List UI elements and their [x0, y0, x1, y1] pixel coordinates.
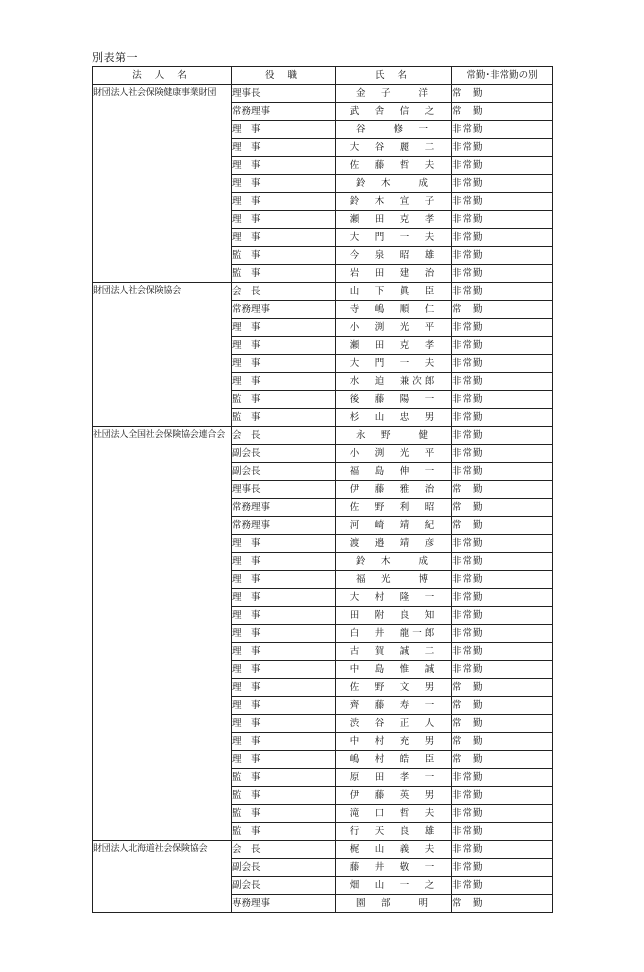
officer-role: 理 事	[232, 157, 336, 175]
employment-type: 非常勤	[452, 643, 553, 661]
officer-role: 理 事	[232, 229, 336, 247]
employment-type: 非常勤	[452, 283, 553, 301]
employment-type: 常 勤	[452, 517, 553, 535]
officer-role: 理事長	[232, 85, 336, 103]
officer-name: 原 田 孝 一	[336, 769, 452, 787]
officer-name: 齊 藤 寿 一	[336, 697, 452, 715]
officer-role: 理 事	[232, 643, 336, 661]
table-row	[93, 427, 553, 445]
employment-type: 常 勤	[452, 301, 553, 319]
header-employment-type: 常勤･非常勤の別	[452, 67, 553, 85]
officer-name: 伊 藤 英 男	[336, 787, 452, 805]
officer-name: 渋 谷 正 人	[336, 715, 452, 733]
officer-name: 伊 藤 雅 治	[336, 481, 452, 499]
employment-type: 非常勤	[452, 787, 553, 805]
officer-name: 中 島 惟 誠	[336, 661, 452, 679]
employment-type: 非常勤	[452, 211, 553, 229]
officer-roster-table	[92, 66, 553, 913]
employment-type: 非常勤	[452, 589, 553, 607]
officer-name: 古 賀 誠 二	[336, 643, 452, 661]
employment-type: 非常勤	[452, 139, 553, 157]
officer-name: 渡 邉 靖 彦	[336, 535, 452, 553]
table-row	[93, 283, 553, 301]
officer-role: 監 事	[232, 805, 336, 823]
employment-type: 常 勤	[452, 481, 553, 499]
officer-name: 金 子 洋	[336, 85, 452, 103]
officer-role: 専務理事	[232, 895, 336, 913]
officer-role: 理 事	[232, 589, 336, 607]
officer-role: 常務理事	[232, 499, 336, 517]
employment-type: 非常勤	[452, 193, 553, 211]
officer-name: 今 泉 昭 雄	[336, 247, 452, 265]
officer-name: 行 天 良 雄	[336, 823, 452, 841]
officer-name: 鈴 木 宣 子	[336, 193, 452, 211]
officer-name: 岩 田 建 治	[336, 265, 452, 283]
roster-body	[93, 85, 553, 913]
employment-type: 非常勤	[452, 859, 553, 877]
employment-type: 非常勤	[452, 409, 553, 427]
table-caption: 別表第一	[92, 51, 138, 64]
officer-role: 常務理事	[232, 301, 336, 319]
officer-name: 寺 嶋 順 仁	[336, 301, 452, 319]
employment-type: 非常勤	[452, 823, 553, 841]
employment-type: 非常勤	[452, 121, 553, 139]
officer-name: 水 迫 兼次郎	[336, 373, 452, 391]
employment-type: 非常勤	[452, 535, 553, 553]
officer-role: 理 事	[232, 751, 336, 769]
officer-role: 理 事	[232, 535, 336, 553]
employment-type: 非常勤	[452, 625, 553, 643]
employment-type: 常 勤	[452, 715, 553, 733]
officer-role: 理 事	[232, 607, 336, 625]
officer-name: 大 門 一 夫	[336, 355, 452, 373]
officer-role: 理 事	[232, 733, 336, 751]
officer-role: 監 事	[232, 409, 336, 427]
employment-type: 非常勤	[452, 553, 553, 571]
officer-name: 後 藤 陽 一	[336, 391, 452, 409]
officer-role: 理 事	[232, 337, 336, 355]
employment-type: 常 勤	[452, 499, 553, 517]
officer-role: 監 事	[232, 787, 336, 805]
officer-name: 大 谷 麗 二	[336, 139, 452, 157]
employment-type: 非常勤	[452, 319, 553, 337]
officer-role: 監 事	[232, 391, 336, 409]
officer-name: 福 光 博	[336, 571, 452, 589]
employment-type: 非常勤	[452, 841, 553, 859]
employment-type: 常 勤	[452, 697, 553, 715]
organization-name: 社団法人全国社会保険協会連合会	[93, 427, 232, 841]
officer-role: 理 事	[232, 355, 336, 373]
officer-name: 鈴 木 成	[336, 553, 452, 571]
employment-type: 常 勤	[452, 103, 553, 121]
header-row	[93, 67, 553, 85]
officer-role: 監 事	[232, 769, 336, 787]
employment-type: 常 勤	[452, 85, 553, 103]
officer-role: 監 事	[232, 265, 336, 283]
employment-type: 非常勤	[452, 355, 553, 373]
officer-role: 理 事	[232, 121, 336, 139]
officer-role: 理 事	[232, 715, 336, 733]
employment-type: 常 勤	[452, 733, 553, 751]
employment-type: 非常勤	[452, 463, 553, 481]
employment-type: 非常勤	[452, 445, 553, 463]
table-row	[93, 841, 553, 859]
officer-name: 梶 山 義 夫	[336, 841, 452, 859]
officer-role: 監 事	[232, 247, 336, 265]
organization-name: 財団法人社会保険健康事業財団	[93, 85, 232, 283]
officer-name: 畑 山 一 之	[336, 877, 452, 895]
officer-role: 理 事	[232, 661, 336, 679]
officer-name: 瀬 田 克 孝	[336, 211, 452, 229]
employment-type: 非常勤	[452, 805, 553, 823]
employment-type: 非常勤	[452, 247, 553, 265]
employment-type: 常 勤	[452, 895, 553, 913]
officer-role: 理 事	[232, 373, 336, 391]
officer-role: 副会長	[232, 445, 336, 463]
officer-name: 大 村 隆 一	[336, 589, 452, 607]
officer-name: 藤 井 敬 一	[336, 859, 452, 877]
officer-name: 小 渕 光 平	[336, 319, 452, 337]
officer-name: 谷 修 一	[336, 121, 452, 139]
employment-type: 非常勤	[452, 373, 553, 391]
officer-name: 白 井 龍一郎	[336, 625, 452, 643]
organization-name: 財団法人社会保険協会	[93, 283, 232, 427]
officer-role: 理 事	[232, 211, 336, 229]
officer-name: 瀬 田 克 孝	[336, 337, 452, 355]
officer-role: 常務理事	[232, 103, 336, 121]
officer-name: 中 村 充 男	[336, 733, 452, 751]
officer-role: 理 事	[232, 175, 336, 193]
employment-type: 常 勤	[452, 751, 553, 769]
officer-role: 会 長	[232, 427, 336, 445]
header-role: 役 職	[232, 67, 336, 85]
organization-name: 財団法人北海道社会保険協会	[93, 841, 232, 913]
officer-role: 理 事	[232, 697, 336, 715]
officer-name: 山 下 眞 臣	[336, 283, 452, 301]
officer-role: 会 長	[232, 283, 336, 301]
officer-name: 河 崎 靖 紀	[336, 517, 452, 535]
employment-type: 非常勤	[452, 265, 553, 283]
officer-name: 滝 口 哲 夫	[336, 805, 452, 823]
employment-type: 非常勤	[452, 427, 553, 445]
table-row	[93, 85, 553, 103]
officer-role: 理 事	[232, 193, 336, 211]
officer-role: 理 事	[232, 679, 336, 697]
employment-type: 非常勤	[452, 571, 553, 589]
officer-name: 田 附 良 知	[336, 607, 452, 625]
officer-role: 理 事	[232, 319, 336, 337]
officer-role: 副会長	[232, 859, 336, 877]
officer-name: 佐 野 利 昭	[336, 499, 452, 517]
employment-type: 非常勤	[452, 607, 553, 625]
officer-name: 武 舎 信 之	[336, 103, 452, 121]
employment-type: 非常勤	[452, 391, 553, 409]
officer-name: 佐 野 文 男	[336, 679, 452, 697]
officer-role: 理 事	[232, 553, 336, 571]
employment-type: 非常勤	[452, 229, 553, 247]
employment-type: 非常勤	[452, 175, 553, 193]
officer-name: 福 島 伸 一	[336, 463, 452, 481]
officer-name: 永 野 健	[336, 427, 452, 445]
employment-type: 非常勤	[452, 877, 553, 895]
employment-type: 非常勤	[452, 769, 553, 787]
officer-role: 会 長	[232, 841, 336, 859]
officer-role: 監 事	[232, 823, 336, 841]
employment-type: 非常勤	[452, 337, 553, 355]
officer-name: 佐 藤 哲 夫	[336, 157, 452, 175]
officer-name: 杉 山 忠 男	[336, 409, 452, 427]
employment-type: 非常勤	[452, 661, 553, 679]
officer-name: 鈴 木 成	[336, 175, 452, 193]
officer-role: 理 事	[232, 571, 336, 589]
officer-name: 園 部 明	[336, 895, 452, 913]
officer-role: 理事長	[232, 481, 336, 499]
officer-role: 副会長	[232, 877, 336, 895]
employment-type: 非常勤	[452, 157, 553, 175]
officer-name: 小 渕 光 平	[336, 445, 452, 463]
officer-role: 常務理事	[232, 517, 336, 535]
officer-role: 理 事	[232, 139, 336, 157]
officer-role: 副会長	[232, 463, 336, 481]
officer-name: 嶋 村 皓 臣	[336, 751, 452, 769]
officer-name: 大 門 一 夫	[336, 229, 452, 247]
employment-type: 常 勤	[452, 679, 553, 697]
officer-role: 理 事	[232, 625, 336, 643]
header-name: 氏 名	[336, 67, 452, 85]
header-org: 法 人 名	[93, 67, 232, 85]
